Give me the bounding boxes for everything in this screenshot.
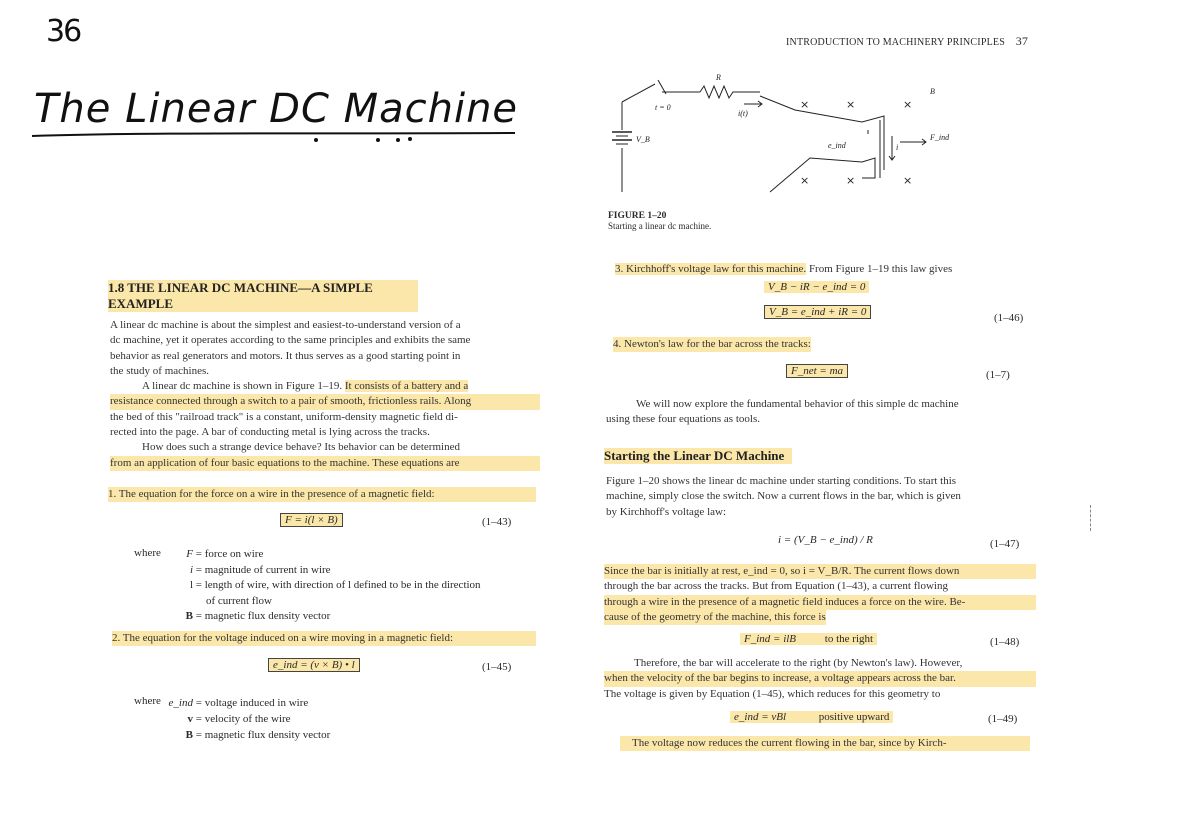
text-line: the study of machines.: [110, 364, 209, 377]
equation-number: (1–43): [482, 516, 512, 528]
text-line: A linear dc machine is about the simplest and easiest-to-understand version of a: [110, 319, 461, 331]
figure-text: Starting a linear dc machine.: [608, 221, 712, 231]
subsection-heading: Starting the Linear DC Machine: [604, 448, 792, 464]
label-R: R: [716, 73, 721, 82]
text-line: dc machine, yet it operates according to the same principles and exhibits the same: [110, 334, 471, 347]
text-line: through the bar across the tracks. But from Equation (1–43), a current flowing: [604, 580, 948, 593]
equation-number: (1–47): [990, 538, 1020, 550]
list-item-2: 2. The equation for the voltage induced on a wire moving in a magnetic field:: [112, 631, 536, 646]
where-label: where: [134, 695, 161, 707]
paragraph-starting: [606, 474, 1036, 520]
text-line: We will now explore the fundamental behavior of this simple dc machine: [636, 398, 959, 410]
text-line: Figure 1–20 shows the linear dc machine under starting conditions. To start this: [606, 475, 957, 487]
equation-number: (1–49): [988, 713, 1018, 725]
text-line: machine, simply close the switch. Now a current flows in the bar, which is given: [606, 490, 961, 503]
equation-text: e_ind = (v × B) • l: [268, 658, 360, 672]
definition-row: B = magnetic flux density vector: [185, 610, 331, 622]
equation-number: (1–46): [994, 312, 1024, 324]
label-it: i(t): [738, 109, 748, 118]
text-line: A linear dc machine is shown in Figure 1–19. It consists of a battery and a: [142, 380, 469, 393]
text-line: cause of the geometry of the machine, this force is: [604, 610, 826, 625]
section-heading-line1: 1.8 THE LINEAR DC MACHINE—A SIMPLE: [108, 280, 373, 295]
label-t0: t = 0: [655, 103, 671, 112]
definitions-list-2: [165, 695, 465, 743]
text-line: The voltage is given by Equation (1–45), which reduces for this geometry to: [604, 687, 941, 700]
text-line: through a wire in the presence of a magnetic field induces a force on the wire. Be-: [604, 595, 1036, 610]
definition-row: e_ind = voltage induced in wire: [168, 697, 309, 709]
equation-1-48: [740, 633, 877, 645]
equation-kvl-1: V_B − iR − e_ind = 0: [764, 281, 869, 293]
list-item-1: 1. The equation for the force on a wire in the presence of a magnetic field:: [108, 487, 536, 502]
paragraph-accelerate: [604, 656, 1036, 702]
equation-1-45: [268, 659, 360, 671]
header-page-number: 37: [1015, 34, 1029, 48]
field-marker: ×: [800, 98, 810, 111]
definition-row: v = velocity of the wire: [187, 713, 291, 725]
field-marker: ×: [800, 174, 810, 187]
field-marker: ×: [903, 98, 913, 111]
text-line: the bed of this "railroad track" is a constant, uniform-density magnetic field di-: [110, 410, 458, 423]
figure-caption: [608, 211, 711, 231]
paragraph-explore: [606, 397, 1036, 428]
where-label: where: [134, 547, 161, 559]
equation-number: (1–7): [986, 369, 1010, 381]
equation-number: (1–48): [990, 636, 1020, 648]
figure-circuit-diagram: [600, 70, 960, 200]
list-item-3: [615, 262, 1035, 277]
equation-1-7: [786, 365, 848, 377]
equation-direction: to the right: [824, 633, 874, 645]
definition-row: of current flow: [206, 594, 272, 607]
text-line: when the velocity of the bar begins to increase, a voltage appears across the bar.: [604, 671, 1036, 686]
equation-direction: positive upward: [818, 711, 890, 723]
paragraph-last-line: The voltage now reduces the current flowing in the bar, since by Kirch-: [620, 736, 1030, 751]
equation-text: F_net = ma: [786, 364, 848, 378]
definition-row: i = magnitude of current in wire: [189, 563, 331, 576]
equation-1-46: [764, 306, 871, 318]
text-line: resistance connected through a switch to a pair of smooth, frictionless rails. Along: [110, 394, 540, 409]
figure-label: FIGURE 1–20: [608, 211, 667, 221]
section-heading: [108, 280, 418, 312]
running-header: [786, 34, 1028, 49]
item3-rest: From Figure 1–19 this law gives: [806, 263, 953, 275]
text-line: using these four equations as tools.: [606, 413, 760, 426]
text-line: behavior as real generators and motors. It thus serves as a good starting point in: [110, 349, 461, 362]
handwritten-title: The Linear DC Machine: [34, 86, 519, 132]
field-marker: ×: [846, 98, 856, 111]
text-line: Since the bar is initially at rest, e_ind = 0, so i = V_B/R. The current flows down: [604, 564, 1036, 579]
text-line: How does such a strange device behave? Its behavior can be determined: [142, 441, 460, 454]
equation-1-47: i = (V_B − e_ind) / R: [778, 534, 873, 546]
section-heading-line2: EXAMPLE: [108, 296, 173, 311]
label-eind: e_ind: [828, 141, 846, 150]
definition-row: F = force on wire: [186, 548, 264, 560]
list-item-4: 4. Newton's law for the bar across the tracks:: [613, 337, 811, 352]
handwritten-page-number: 36: [46, 14, 81, 49]
equation-text: V_B = e_ind + iR = 0: [764, 305, 871, 319]
paragraph-intro: [110, 318, 540, 471]
label-B: B: [930, 87, 935, 96]
title-underline: [30, 128, 520, 144]
equation-text: F = i(l × B): [280, 513, 343, 527]
definition-row: l = length of wire, with direction of l defined to be in the direction: [189, 579, 481, 591]
field-marker: ×: [903, 174, 913, 187]
equation-text: e_ind = vBl: [734, 711, 787, 723]
equation-text: F_ind = ilB: [744, 633, 797, 645]
label-i: i: [896, 143, 899, 152]
equation-1-43: [280, 514, 343, 526]
header-title: INTRODUCTION TO MACHINERY PRINCIPLES: [786, 37, 1005, 48]
field-marker: ×: [846, 174, 856, 187]
equation-number: (1–45): [482, 661, 512, 673]
paragraph-rest: [604, 564, 1036, 625]
label-Find: F_ind: [930, 133, 950, 142]
item3-highlighted: 3. Kirchhoff's voltage law for this machine.: [615, 263, 807, 275]
label-VB: V_B: [636, 135, 650, 144]
definition-row: B = magnetic flux density vector: [185, 729, 331, 741]
scan-mark: [1090, 505, 1092, 531]
text-line: from an application of four basic equations to the machine. These equations are: [110, 456, 540, 471]
text-line: rected into the page. A bar of conducting metal is lying across the tracks.: [110, 426, 430, 439]
equation-1-49: [730, 711, 893, 723]
definitions-list-1: [175, 547, 545, 625]
text-line: by Kirchhoff's voltage law:: [606, 505, 727, 518]
text-line: Therefore, the bar will accelerate to the right (by Newton's law). However,: [634, 657, 963, 669]
